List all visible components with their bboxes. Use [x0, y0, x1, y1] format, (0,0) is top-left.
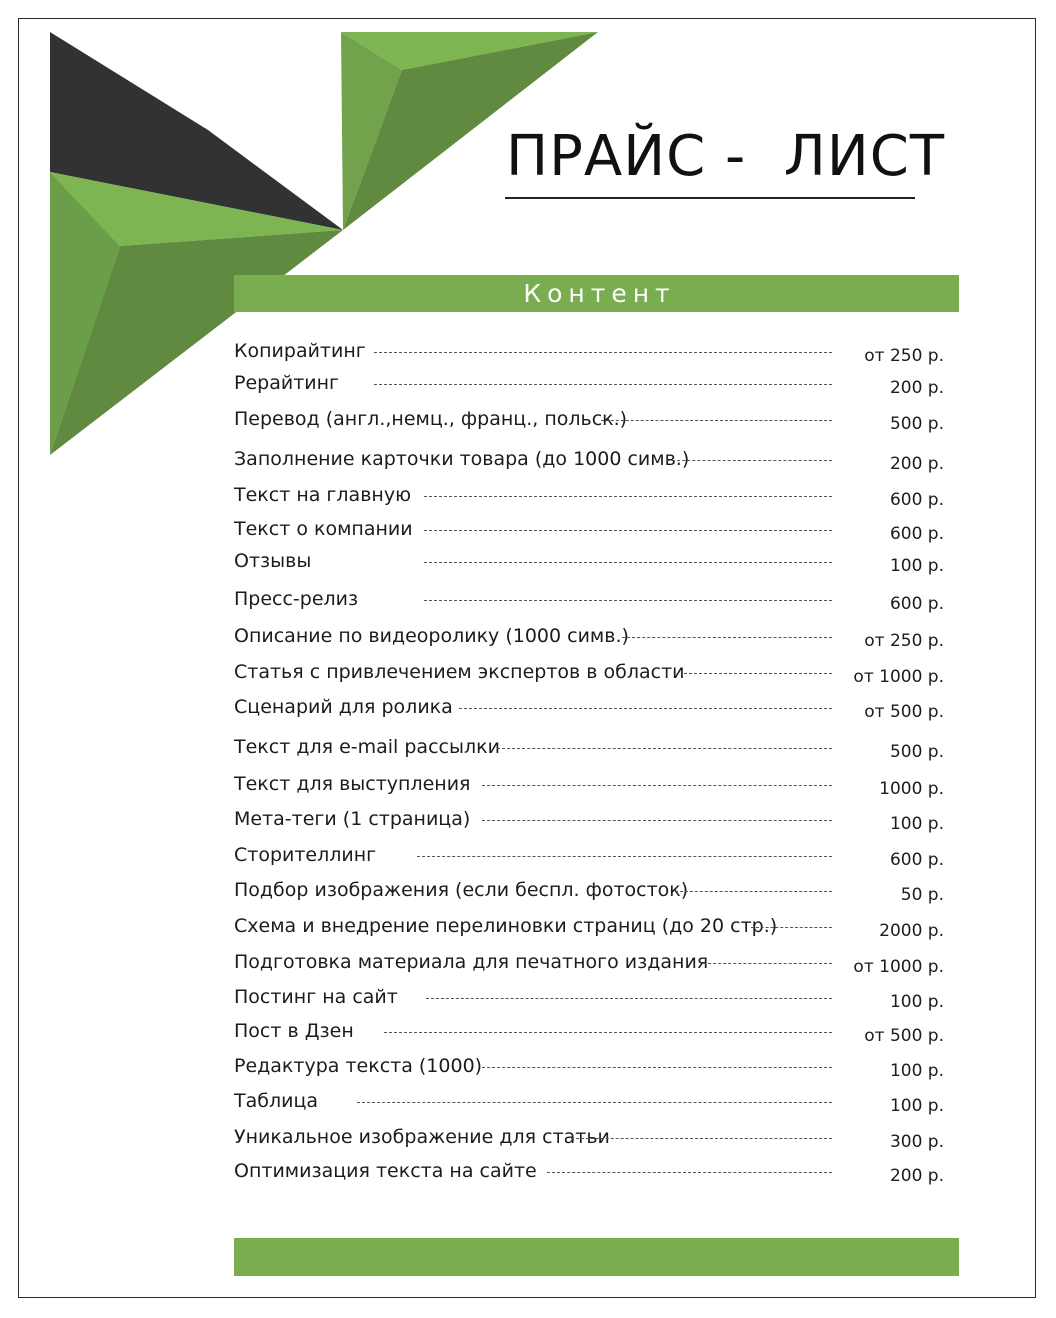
service-name: Отзывы: [234, 550, 312, 572]
service-price: 200 р.: [889, 378, 944, 398]
price-row: [234, 696, 944, 732]
price-row: [234, 844, 944, 880]
service-name: Подбор изображения (если беспл. фотосток): [234, 879, 689, 901]
price-row: [234, 408, 944, 444]
service-name: Мета-теги (1 страница): [234, 808, 471, 830]
service-name: Схема и внедрение перелиновки страниц (до 20 стр.): [234, 915, 778, 937]
service-name: Текст для e-mail рассылки: [234, 736, 500, 758]
dotted-leader: [426, 998, 832, 999]
service-price: от 1000 р.: [853, 957, 944, 977]
price-row: [234, 372, 944, 408]
section-heading: Контент: [523, 279, 676, 308]
service-price: 200 р.: [889, 454, 944, 474]
price-row: [234, 915, 944, 951]
dotted-leader: [384, 1032, 832, 1033]
service-price: 100 р.: [889, 1061, 944, 1081]
price-row: [234, 625, 944, 661]
service-price: от 500 р.: [864, 702, 944, 722]
dotted-leader: [601, 420, 832, 421]
service-price: 50 р.: [900, 885, 944, 905]
dotted-leader: [675, 891, 832, 892]
service-name: Перевод (англ.,немц., франц., польск.): [234, 408, 628, 430]
service-price: 600 р.: [889, 490, 944, 510]
dotted-leader: [417, 856, 832, 857]
dotted-leader: [357, 1102, 832, 1103]
price-row: [234, 484, 944, 520]
service-name: Пресс-релиз: [234, 588, 359, 610]
service-name: Текст на главную: [234, 484, 412, 506]
price-row: [234, 661, 944, 697]
dotted-leader: [684, 673, 832, 674]
dotted-leader: [751, 927, 832, 928]
service-price: 100 р.: [889, 1096, 944, 1116]
service-name: Сценарий для ролика: [234, 696, 453, 718]
dotted-leader: [424, 496, 832, 497]
dotted-leader: [482, 820, 832, 821]
service-price: 100 р.: [889, 992, 944, 1012]
price-row: [234, 1020, 944, 1056]
service-name: Копирайтинг: [234, 340, 366, 362]
price-row: [234, 1126, 944, 1162]
dotted-leader: [424, 600, 832, 601]
dotted-leader: [424, 562, 832, 563]
service-name: Текст для выступления: [234, 773, 471, 795]
service-price: 1000 р.: [879, 779, 944, 799]
service-price: от 500 р.: [864, 1026, 944, 1046]
service-price: 600 р.: [889, 594, 944, 614]
service-name: Подготовка материала для печатного издания: [234, 951, 709, 973]
service-name: Уникальное изображение для статьи: [234, 1126, 610, 1148]
service-name: Пост в Дзен: [234, 1020, 354, 1042]
service-price: 100 р.: [889, 814, 944, 834]
service-price: 500 р.: [889, 414, 944, 434]
price-row: [234, 550, 944, 586]
service-price: 600 р.: [889, 524, 944, 544]
service-price: от 250 р.: [864, 631, 944, 651]
dotted-leader: [424, 530, 832, 531]
price-row: [234, 448, 944, 484]
price-row: [234, 1160, 944, 1196]
price-row: [234, 773, 944, 809]
service-name: Постинг на сайт: [234, 986, 398, 1008]
service-name: Описание по видеоролику (1000 симв.): [234, 625, 629, 647]
service-price: 300 р.: [889, 1132, 944, 1152]
service-name: Оптимизация текста на сайте: [234, 1160, 537, 1182]
title-underline: [505, 197, 915, 199]
service-price: от 250 р.: [864, 346, 944, 366]
service-name: Текст о компании: [234, 518, 413, 540]
dotted-leader: [703, 963, 832, 964]
dotted-leader: [482, 1067, 832, 1068]
service-name: Статья с привлечением экспертов в области: [234, 661, 685, 683]
price-row: [234, 808, 944, 844]
footer-band: [234, 1238, 959, 1276]
service-price: 2000 р.: [879, 921, 944, 941]
dotted-leader: [374, 352, 832, 353]
price-row: [234, 736, 944, 772]
service-price: 600 р.: [889, 850, 944, 870]
price-row: [234, 986, 944, 1022]
service-price: от 1000 р.: [853, 667, 944, 687]
service-name: Редактура текста (1000): [234, 1055, 483, 1077]
price-row: [234, 879, 944, 915]
section-header-band: [234, 275, 959, 312]
dotted-leader: [667, 460, 832, 461]
dotted-leader: [497, 748, 832, 749]
dotted-leader: [459, 708, 832, 709]
price-row: [234, 518, 944, 554]
dotted-leader: [571, 1138, 832, 1139]
service-price: 500 р.: [889, 742, 944, 762]
price-row: [234, 1055, 944, 1091]
price-row: [234, 1090, 944, 1126]
dotted-leader: [482, 785, 832, 786]
price-row: [234, 588, 944, 624]
service-price: 200 р.: [889, 1166, 944, 1186]
service-name: Сторителлинг: [234, 844, 377, 866]
service-name: Рерайтинг: [234, 372, 340, 394]
service-price: 100 р.: [889, 556, 944, 576]
page-title: ПРАЙС - ЛИСТ: [506, 124, 946, 189]
price-row: [234, 951, 944, 987]
dotted-leader: [547, 1172, 832, 1173]
dotted-leader: [374, 384, 832, 385]
price-row: [234, 340, 944, 376]
dotted-leader: [622, 637, 832, 638]
service-name: Таблица: [234, 1090, 319, 1112]
service-name: Заполнение карточки товара (до 1000 симв.): [234, 448, 690, 470]
